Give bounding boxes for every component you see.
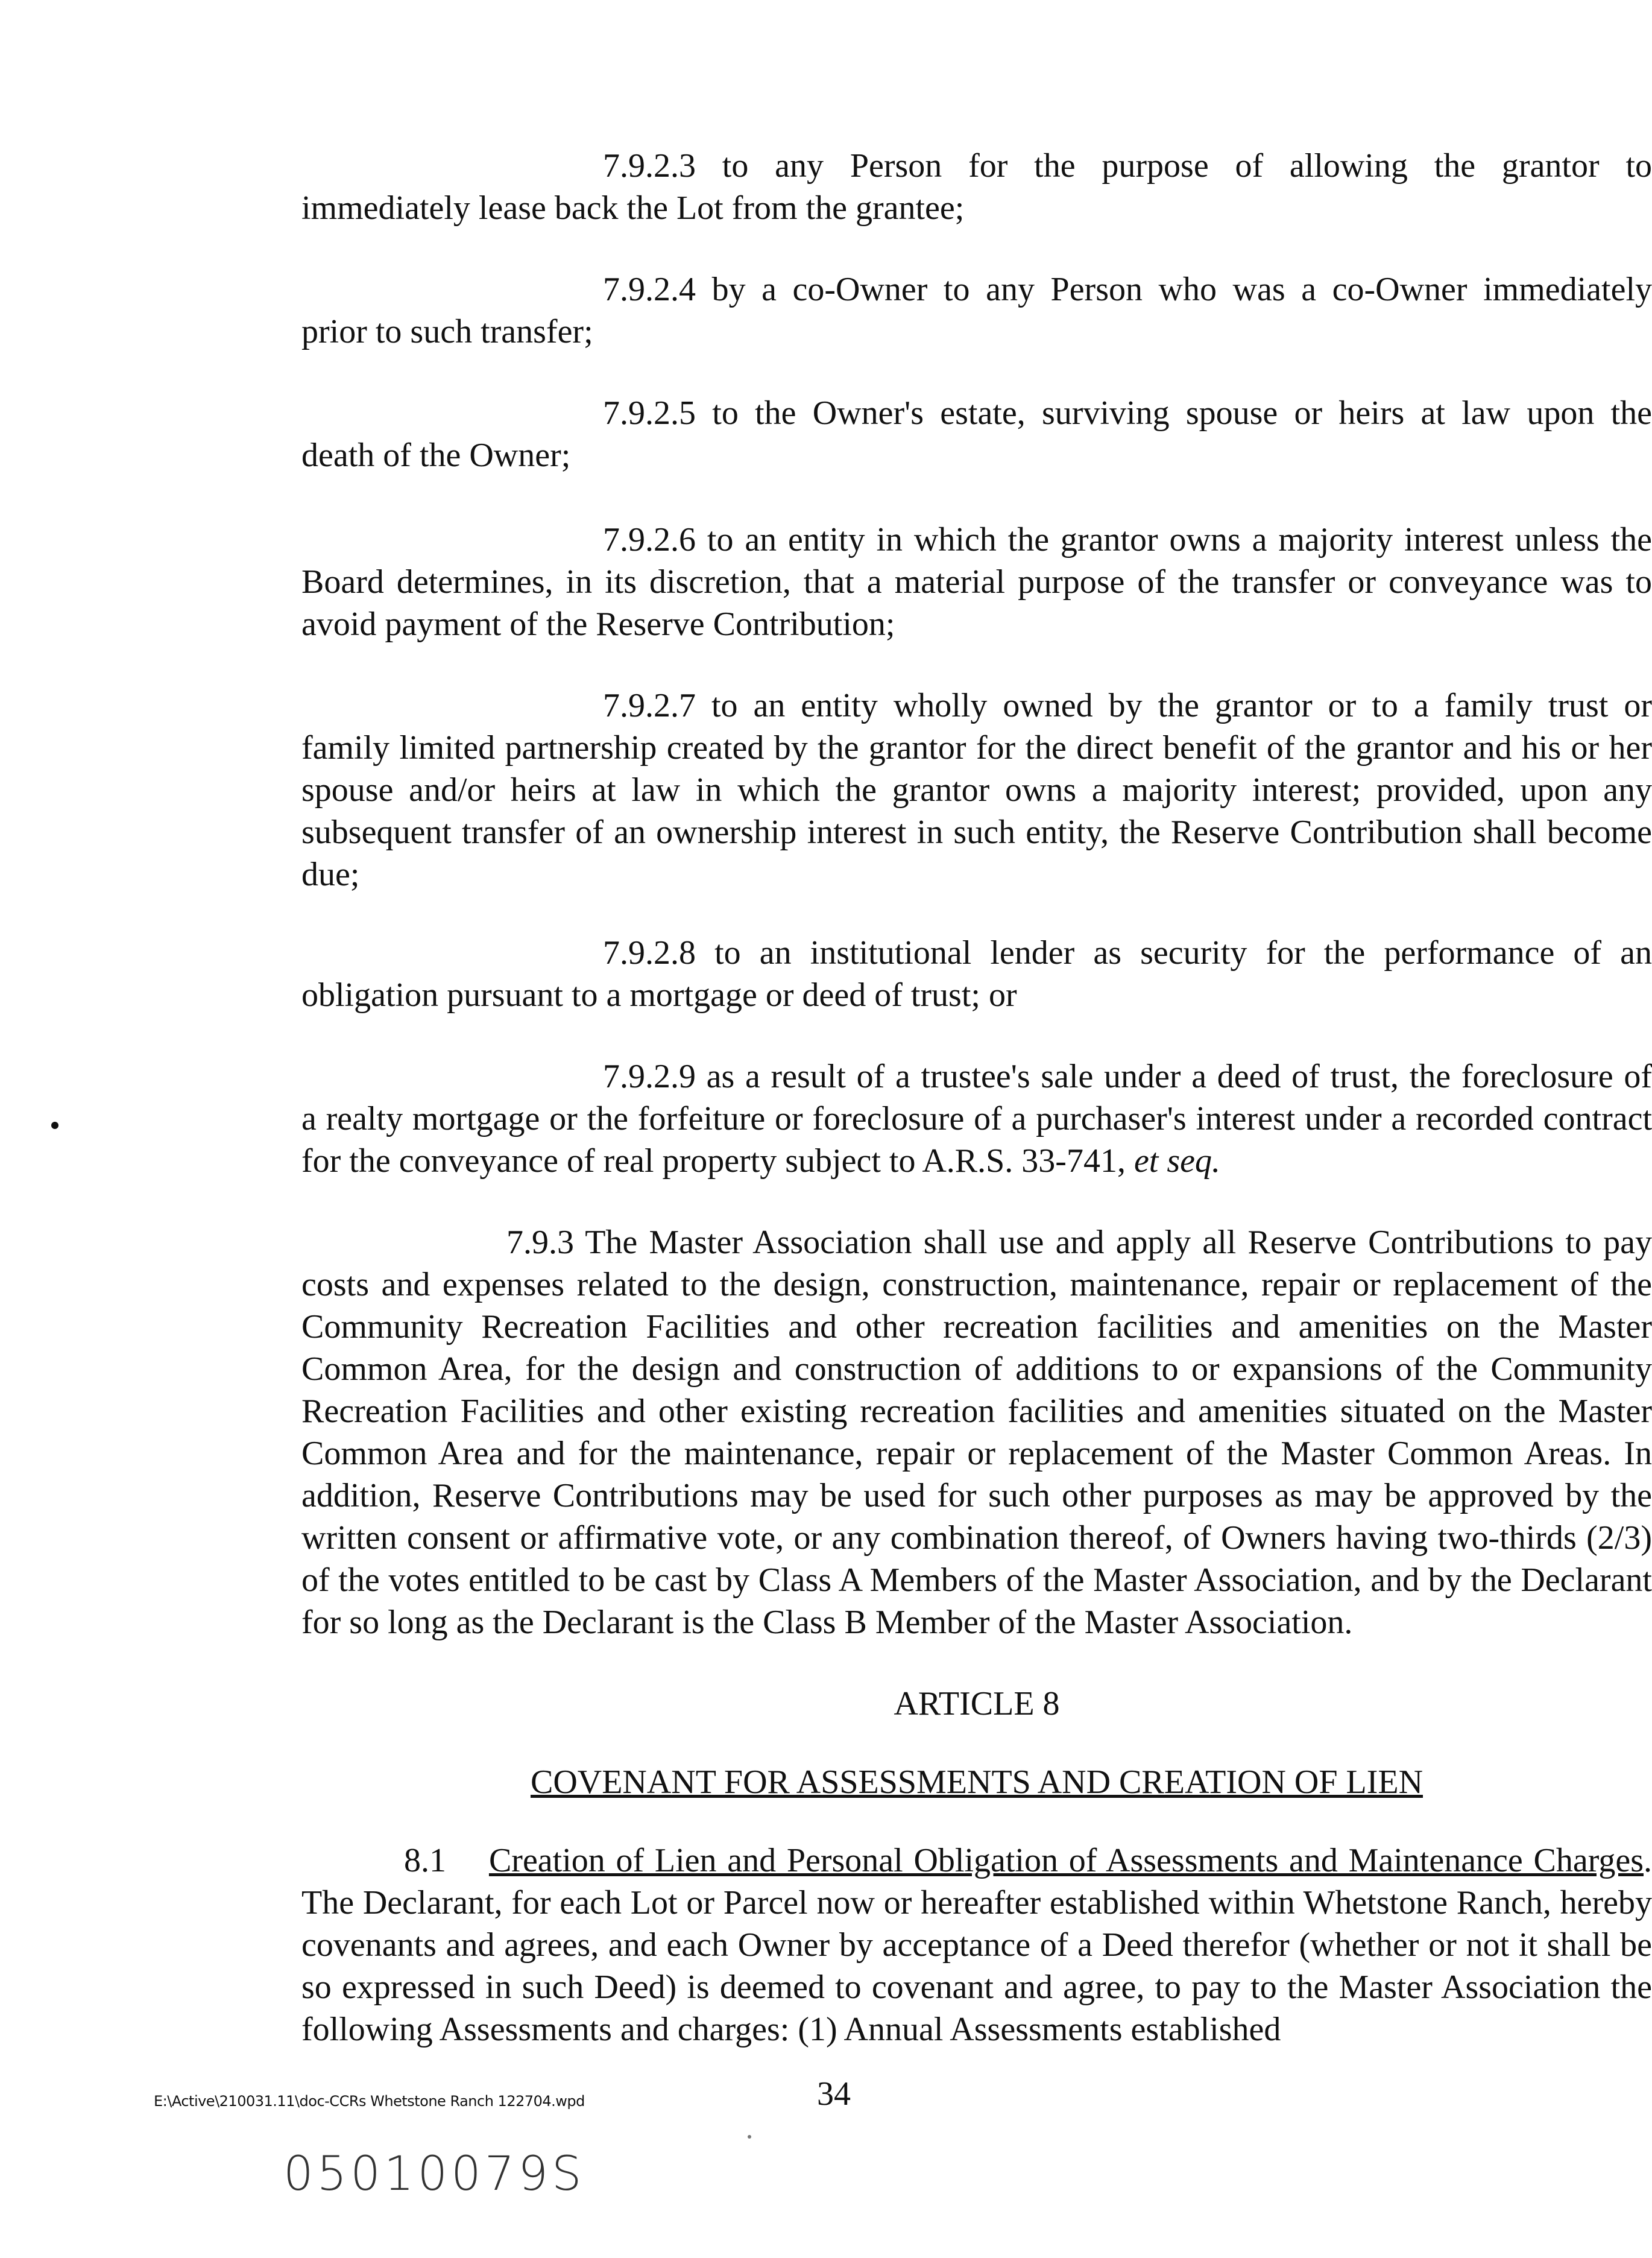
article-number: ARTICLE 8 xyxy=(894,1685,1060,1722)
section-7-9-3: 7.9.3 The Master Association shall use and apply all Reserve Contributions to pay costs and expenses related to the design, construction, maintenance, repair or replacement of the Community Recreation Facilities and other recreation facilities and amenities on the Master Common Area, for the design and construction of additions to or expansions of the Community Recreation Facilities and other existing recreation facilities and amenities situated on the Master Common Area and for the maintenance, repair or replacement of the Master Common Areas. In addition, Reserve Contributions may be used for such other purposes as may be approved by the written consent or affirmative vote, or any combination thereof, of Owners having two-thirds (2/3) of the votes entitled to be cast by Class A Members of the Master Association, and by the Declarant for so long as the Declarant is the Class B Member of the Master Association. xyxy=(301,1224,1652,1641)
footer-file-path: E:\Active\210031.11\doc-CCRs Whetstone Ranch 122704.wpd xyxy=(154,2093,585,2110)
clause-7-9-2-3: 7.9.2.3 to any Person for the purpose of allowing the grantor to immediately lease back the Lot from the grantee; xyxy=(301,147,1652,227)
et-seq-italic: et seq. xyxy=(1133,1142,1221,1180)
clause-7-9-2-4: 7.9.2.4 by a co-Owner to any Person who was a co-Owner immediately prior to such transfer; xyxy=(301,271,1652,350)
section-number: 8.1 xyxy=(404,1842,446,1879)
section-8-1 xyxy=(301,1839,1652,2051)
clause-7-9-2-9: 7.9.2.9 as a result of a trustee's sale under a deed of trust, the foreclosure of a realty mortgage or the forfeiture or foreclosure of a purchaser's interest under a recorded contract for the conveyance of real property subject to A.R.S. 33-741, et seq. xyxy=(301,1058,1652,1180)
page-number: 34 xyxy=(817,2075,851,2113)
stray-mark xyxy=(51,1122,58,1129)
document-number-stamp: 05010079S xyxy=(283,2147,585,2201)
clause-7-9-2-5: 7.9.2.5 to the Owner's estate, surviving spouse or heirs at law upon the death of the Owner; xyxy=(301,394,1652,474)
article-title: COVENANT FOR ASSESSMENTS AND CREATION OF LIEN xyxy=(530,1763,1423,1801)
section-text: . The Declarant, for each Lot or Parcel now or hereafter established within Whetstone Ranch, hereby covenants and agrees, and each Owner by acceptance of a Deed therefor (whether or not it shall be so expressed in such Deed) is deemed to covenant and agree, to pay to the Master Association the following Assessments and charges: (1) Annual Assessments established xyxy=(301,1842,1652,2048)
section-heading: Creation of Lien and Personal Obligation of Assessments and Maintenance Charges xyxy=(488,1842,1644,1879)
clause-7-9-2-6: 7.9.2.6 to an entity in which the grantor owns a majority interest unless the Board determines, in its discretion, that a material purpose of the transfer or conveyance was to avoid payment of the Reserve Contribution; xyxy=(301,521,1652,643)
clause-7-9-2-8: 7.9.2.8 to an institutional lender as security for the performance of an obligation pursuant to a mortgage or deed of trust; or xyxy=(301,934,1652,1014)
clause-7-9-2-7: 7.9.2.7 to an entity wholly owned by the grantor or to a family trust or family limited partnership created by the grantor for the direct benefit of the grantor and his or her spouse and/or heirs at law in which the grantor owns a majority interest; provided, upon any subsequent transfer of an ownership interest in such entity, the Reserve Contribution shall become due; xyxy=(301,687,1652,893)
stray-mark-small xyxy=(748,2135,751,2139)
